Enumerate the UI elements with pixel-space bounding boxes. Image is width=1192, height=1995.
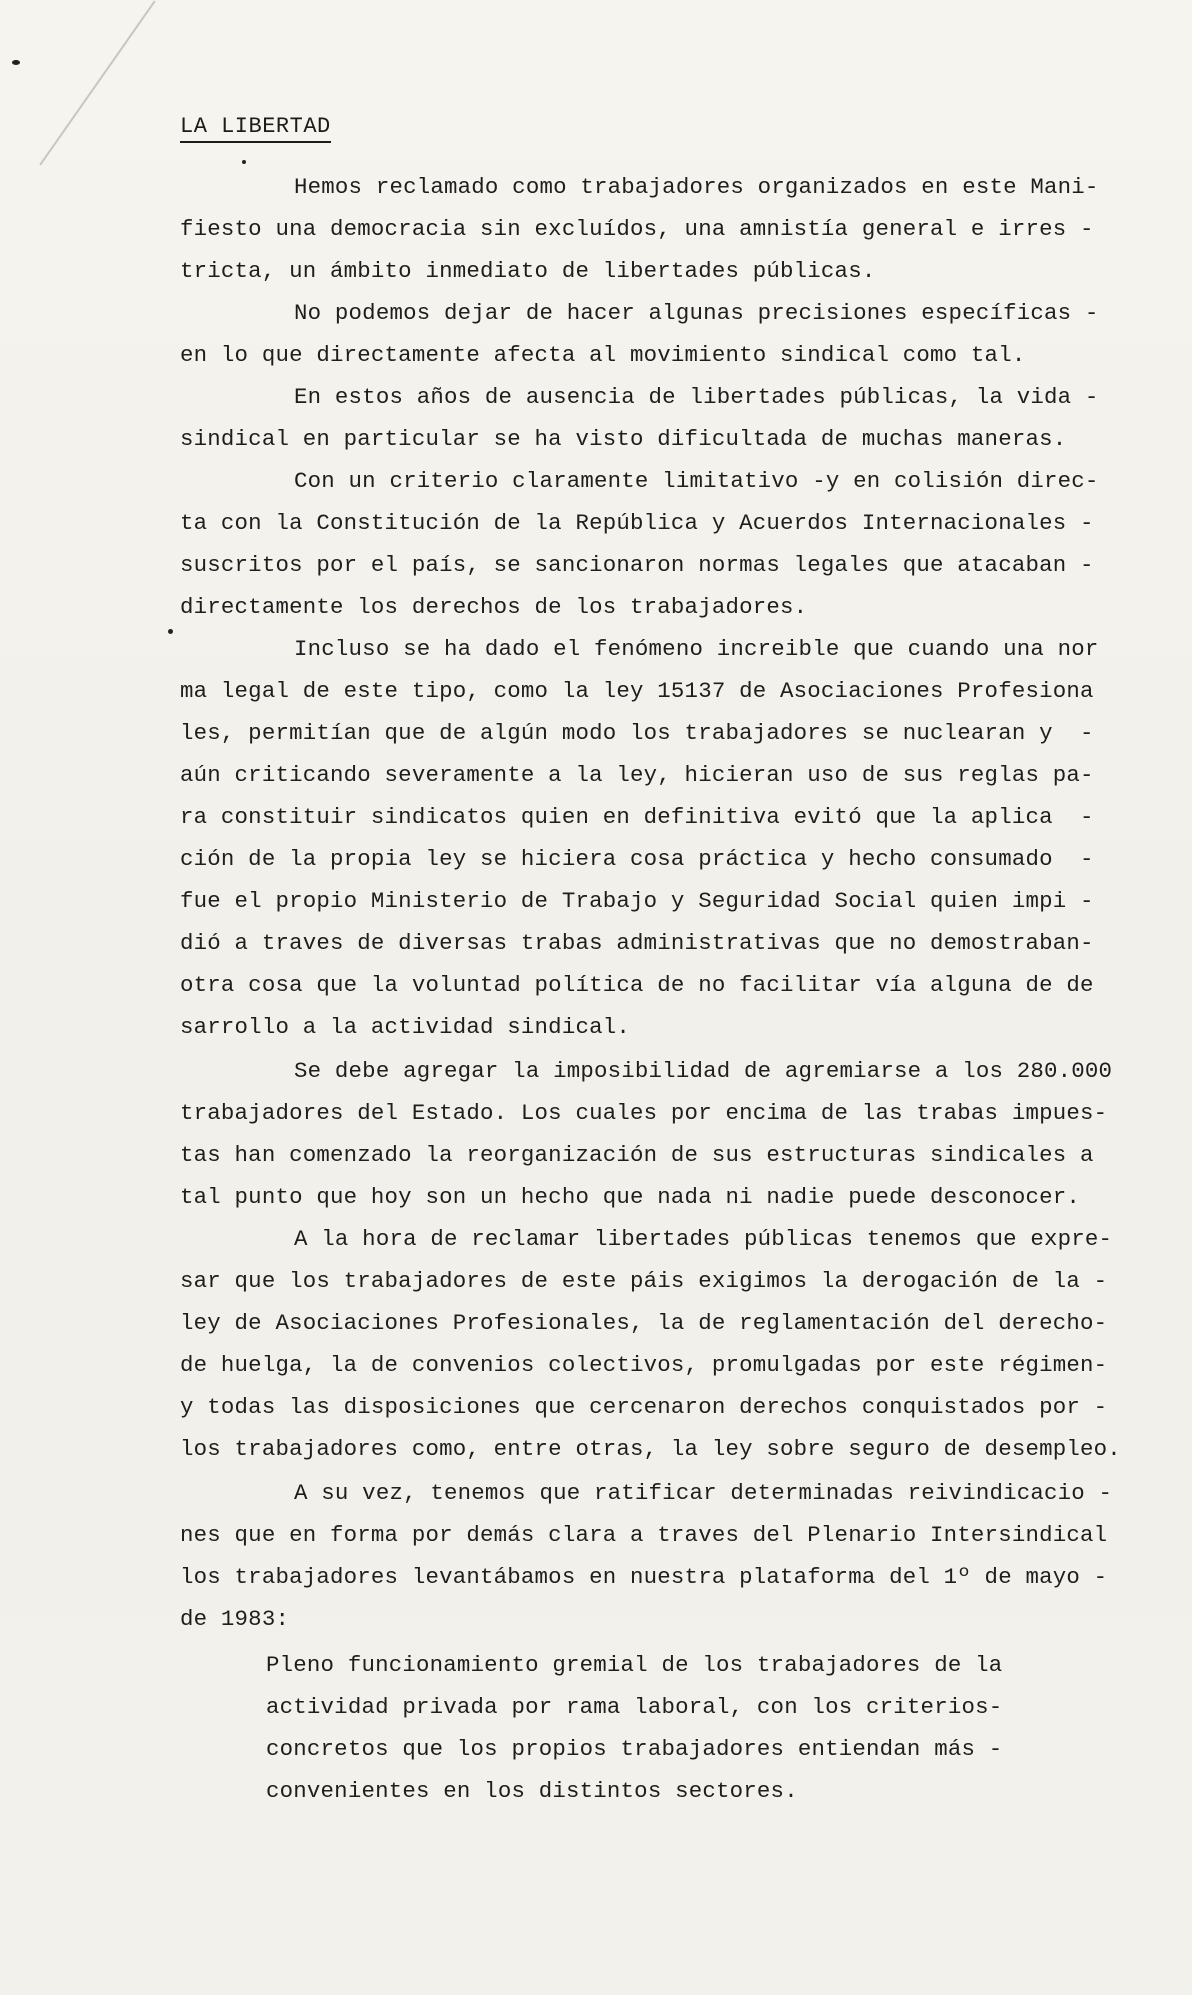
text-line: fue el propio Ministerio de Trabajo y Seguridad Social quien impi - — [180, 888, 1094, 914]
ink-mark — [242, 160, 246, 164]
text-line: No podemos dejar de hacer algunas precisiones específicas - — [294, 300, 1099, 326]
text-line: ta con la Constitución de la República y Acuerdos Internacionales - — [180, 510, 1094, 536]
text-line: trabajadores del Estado. Los cuales por encima de las trabas impues- — [180, 1100, 1108, 1126]
text-line: sindical en particular se ha visto dificultada de muchas maneras. — [180, 426, 1067, 452]
text-line: directamente los derechos de los trabajadores. — [180, 594, 808, 620]
text-line: otra cosa que la voluntad política de no facilitar vía alguna de de — [180, 972, 1094, 998]
page-corner-fold — [0, 0, 156, 166]
text-line: convenientes en los distintos sectores. — [266, 1778, 798, 1804]
text-line: sar que los trabajadores de este páis exigimos la derogación de la - — [180, 1268, 1108, 1294]
text-line: les, permitían que de algún modo los trabajadores se nuclearan y - — [180, 720, 1094, 746]
text-line: de 1983: — [180, 1606, 290, 1632]
text-line: ma legal de este tipo, como la ley 15137 de Asociaciones Profesiona — [180, 678, 1094, 704]
ink-mark — [12, 60, 20, 65]
text-line: Pleno funcionamiento gremial de los trabajadores de la — [266, 1652, 1003, 1678]
text-line: sarrollo a la actividad sindical. — [180, 1014, 631, 1040]
text-line: tricta, un ámbito inmediato de libertades públicas. — [180, 258, 876, 284]
text-line: En estos años de ausencia de libertades públicas, la vida - — [294, 384, 1099, 410]
text-line: en lo que directamente afecta al movimiento sindical como tal. — [180, 342, 1026, 368]
text-line: ra constituir sindicatos quien en definitiva evitó que la aplica - — [180, 804, 1094, 830]
text-line: los trabajadores como, entre otras, la ley sobre seguro de desempleo. — [180, 1436, 1121, 1462]
text-line: tal punto que hoy son un hecho que nada ni nadie puede desconocer. — [180, 1184, 1081, 1210]
text-line: fiesto una democracia sin excluídos, una amnistía general e irres - — [180, 216, 1094, 242]
text-line: de huelga, la de convenios colectivos, promulgadas por este régimen- — [180, 1352, 1108, 1378]
text-line: tas han comenzado la reorganización de sus estructuras sindicales a — [180, 1142, 1094, 1168]
ink-mark — [168, 629, 173, 634]
text-line: concretos que los propios trabajadores entiendan más - — [266, 1736, 1003, 1762]
document-title: LA LIBERTAD — [180, 114, 331, 143]
text-line: ción de la propia ley se hiciera cosa práctica y hecho consumado - — [180, 846, 1094, 872]
text-line: y todas las disposiciones que cercenaron derechos conquistados por - — [180, 1394, 1108, 1420]
text-line: nes que en forma por demás clara a traves del Plenario Intersindical — [180, 1522, 1108, 1548]
text-line: Se debe agregar la imposibilidad de agremiarse a los 280.000 — [294, 1058, 1113, 1084]
text-line: Hemos reclamado como trabajadores organizados en este Mani- — [294, 174, 1099, 200]
text-line: ley de Asociaciones Profesionales, la de reglamentación del derecho- — [180, 1310, 1108, 1336]
text-line: dió a traves de diversas trabas administrativas que no demostraban- — [180, 930, 1094, 956]
text-line: aún criticando severamente a la ley, hicieran uso de sus reglas pa- — [180, 762, 1094, 788]
text-line: actividad privada por rama laboral, con los criterios- — [266, 1694, 1003, 1720]
text-line: A la hora de reclamar libertades públicas tenemos que expre- — [294, 1226, 1113, 1252]
text-line: Incluso se ha dado el fenómeno increible que cuando una nor — [294, 636, 1099, 662]
text-line: los trabajadores levantábamos en nuestra plataforma del 1º de mayo - — [180, 1564, 1108, 1590]
text-line: A su vez, tenemos que ratificar determinadas reivindicacio - — [294, 1480, 1113, 1506]
text-line: suscritos por el país, se sancionaron normas legales que atacaban - — [180, 552, 1094, 578]
text-line: Con un criterio claramente limitativo -y en colisión direc- — [294, 468, 1099, 494]
